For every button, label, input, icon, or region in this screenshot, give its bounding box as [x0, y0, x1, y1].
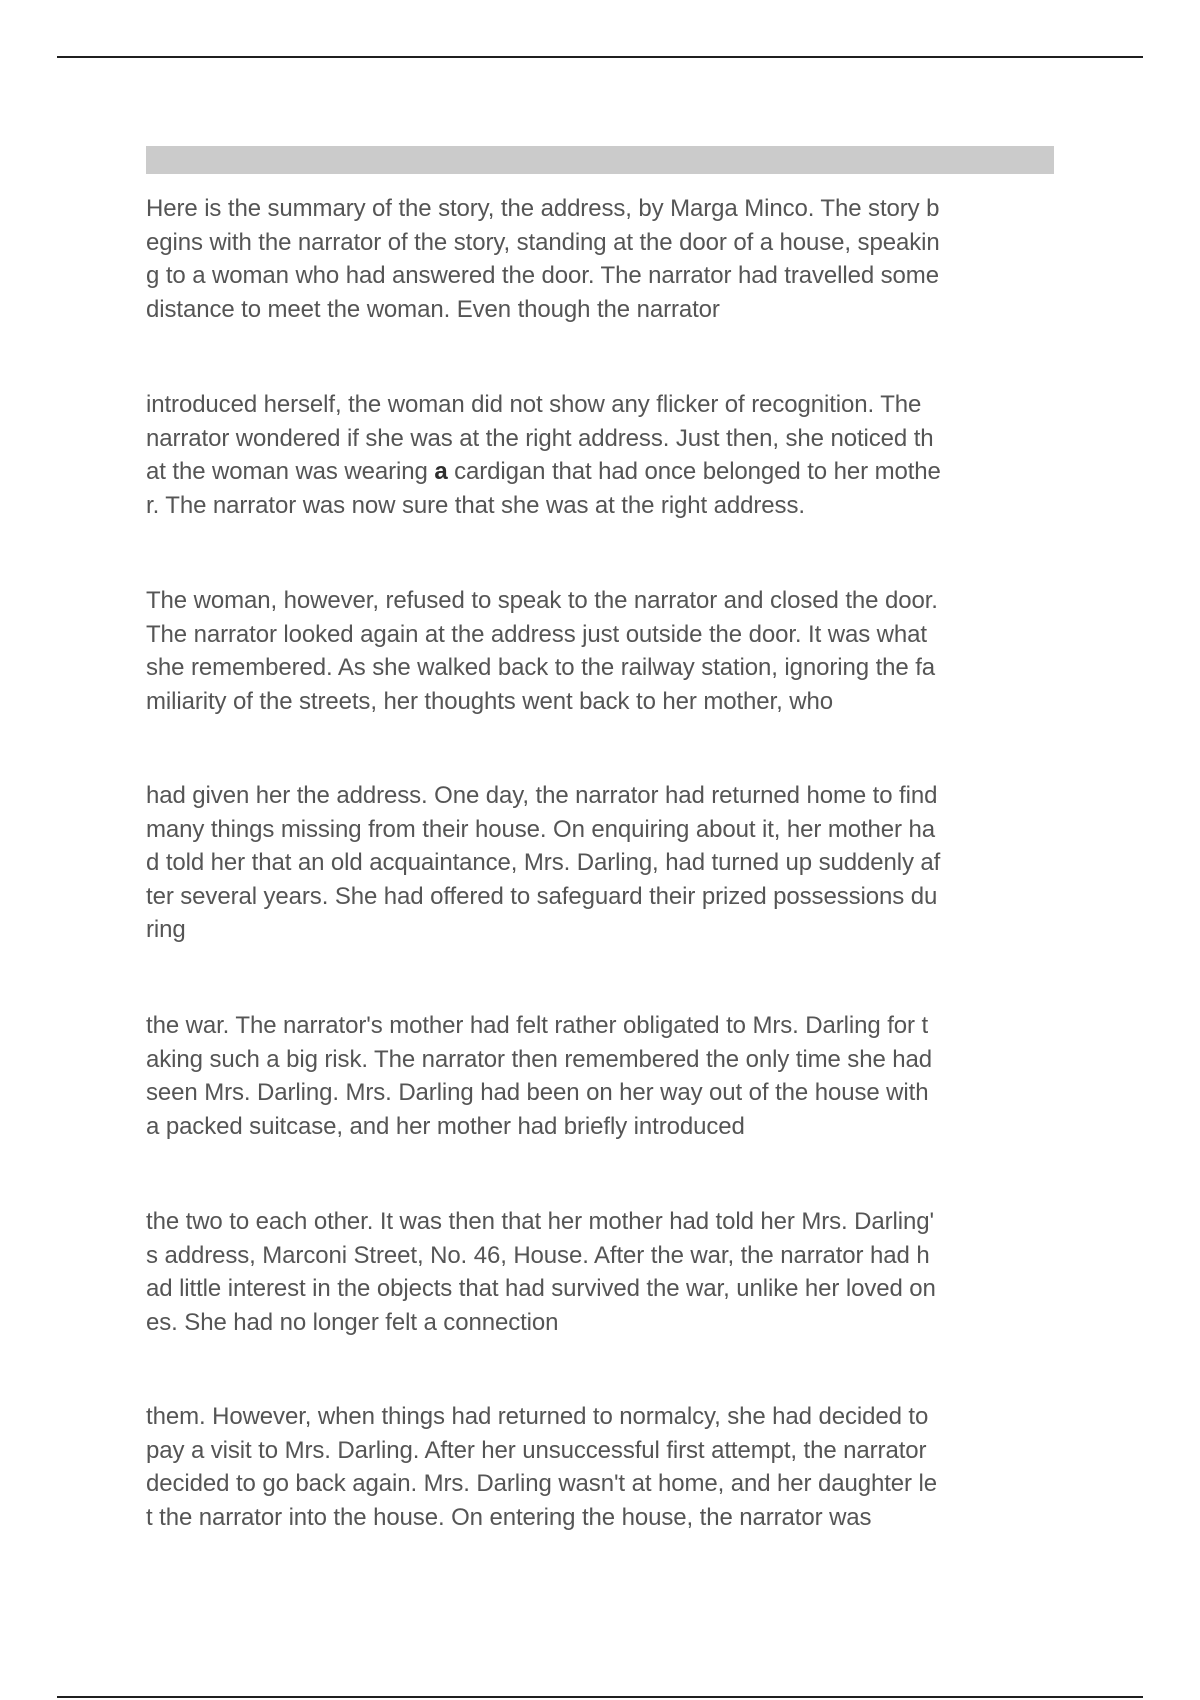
line: many things missing from their house. On enquiring about it, her mother ha: [146, 815, 936, 843]
line: a packed suitcase, and her mother had briefly introduced: [146, 1112, 745, 1140]
line: cardigan that had once belonged to her mothe: [447, 458, 941, 485]
line: t the narrator into the house. On entering the house, the narrator was: [146, 1503, 872, 1531]
line: s address, Marconi Street, No. 46, House. After the war, the narrator had h: [146, 1241, 930, 1269]
header-bar: [146, 146, 1054, 174]
line: egins with the narrator of the story, standing at the door of a house, speakin: [146, 228, 940, 256]
line: ring: [146, 916, 186, 943]
top-rule: [57, 56, 1143, 58]
line: the two to each other. It was then that her mother had told her Mrs. Darling': [146, 1208, 934, 1235]
line: them. However, when things had returned to normalcy, she had decided to: [146, 1403, 929, 1430]
paragraph-3: [146, 584, 1066, 718]
paragraph-2: [146, 388, 1066, 522]
line: g to a woman who had answered the door. The narrator had travelled some: [146, 262, 939, 289]
bold-word: a: [434, 458, 448, 485]
paragraph-7: [146, 1400, 1066, 1534]
line: miliarity of the streets, her thoughts went back to her mother, who: [146, 687, 833, 715]
bottom-rule: [57, 1696, 1143, 1698]
line: The narrator looked again at the address just outside the door. It was what: [146, 620, 927, 648]
line: at the woman was wearing: [146, 458, 435, 485]
line: es. She had no longer felt a connection: [146, 1308, 559, 1336]
line: had given her the address. One day, the narrator had returned home to find: [146, 782, 938, 809]
line: narrator wondered if she was at the right address. Just then, she noticed th: [146, 424, 934, 452]
line: aking such a big risk. The narrator then remembered the only time she had: [146, 1045, 933, 1073]
line: ad little interest in the objects that had survived the war, unlike her loved on: [146, 1275, 936, 1302]
paragraph-6: [146, 1205, 1066, 1339]
line: introduced herself, the woman did not show any flicker of recognition. The: [146, 391, 922, 418]
line: d told her that an old acquaintance, Mrs. Darling, had turned up suddenly af: [146, 849, 941, 876]
line: the war. The narrator's mother had felt rather obligated to Mrs. Darling for t: [146, 1012, 929, 1039]
line: r. The narrator was now sure that she was at the right address.: [146, 491, 805, 519]
line: ter several years. She had offered to safeguard their prized possessions du: [146, 882, 938, 910]
paragraph-1: [146, 192, 1066, 326]
paragraph-4: [146, 779, 1066, 947]
line: distance to meet the woman. Even though the narrator: [146, 295, 720, 323]
line: decided to go back again. Mrs. Darling wasn't at home, and her daughter le: [146, 1470, 937, 1497]
line: Here is the summary of the story, the address, by Marga Minco. The story b: [146, 195, 940, 222]
line: she remembered. As she walked back to the railway station, ignoring the fa: [146, 654, 936, 681]
line: The woman, however, refused to speak to the narrator and closed the door.: [146, 587, 938, 614]
paragraph-5: [146, 1009, 1066, 1143]
line: seen Mrs. Darling. Mrs. Darling had been on her way out of the house with: [146, 1079, 929, 1106]
line: pay a visit to Mrs. Darling. After her unsuccessful first attempt, the narrator: [146, 1436, 927, 1464]
